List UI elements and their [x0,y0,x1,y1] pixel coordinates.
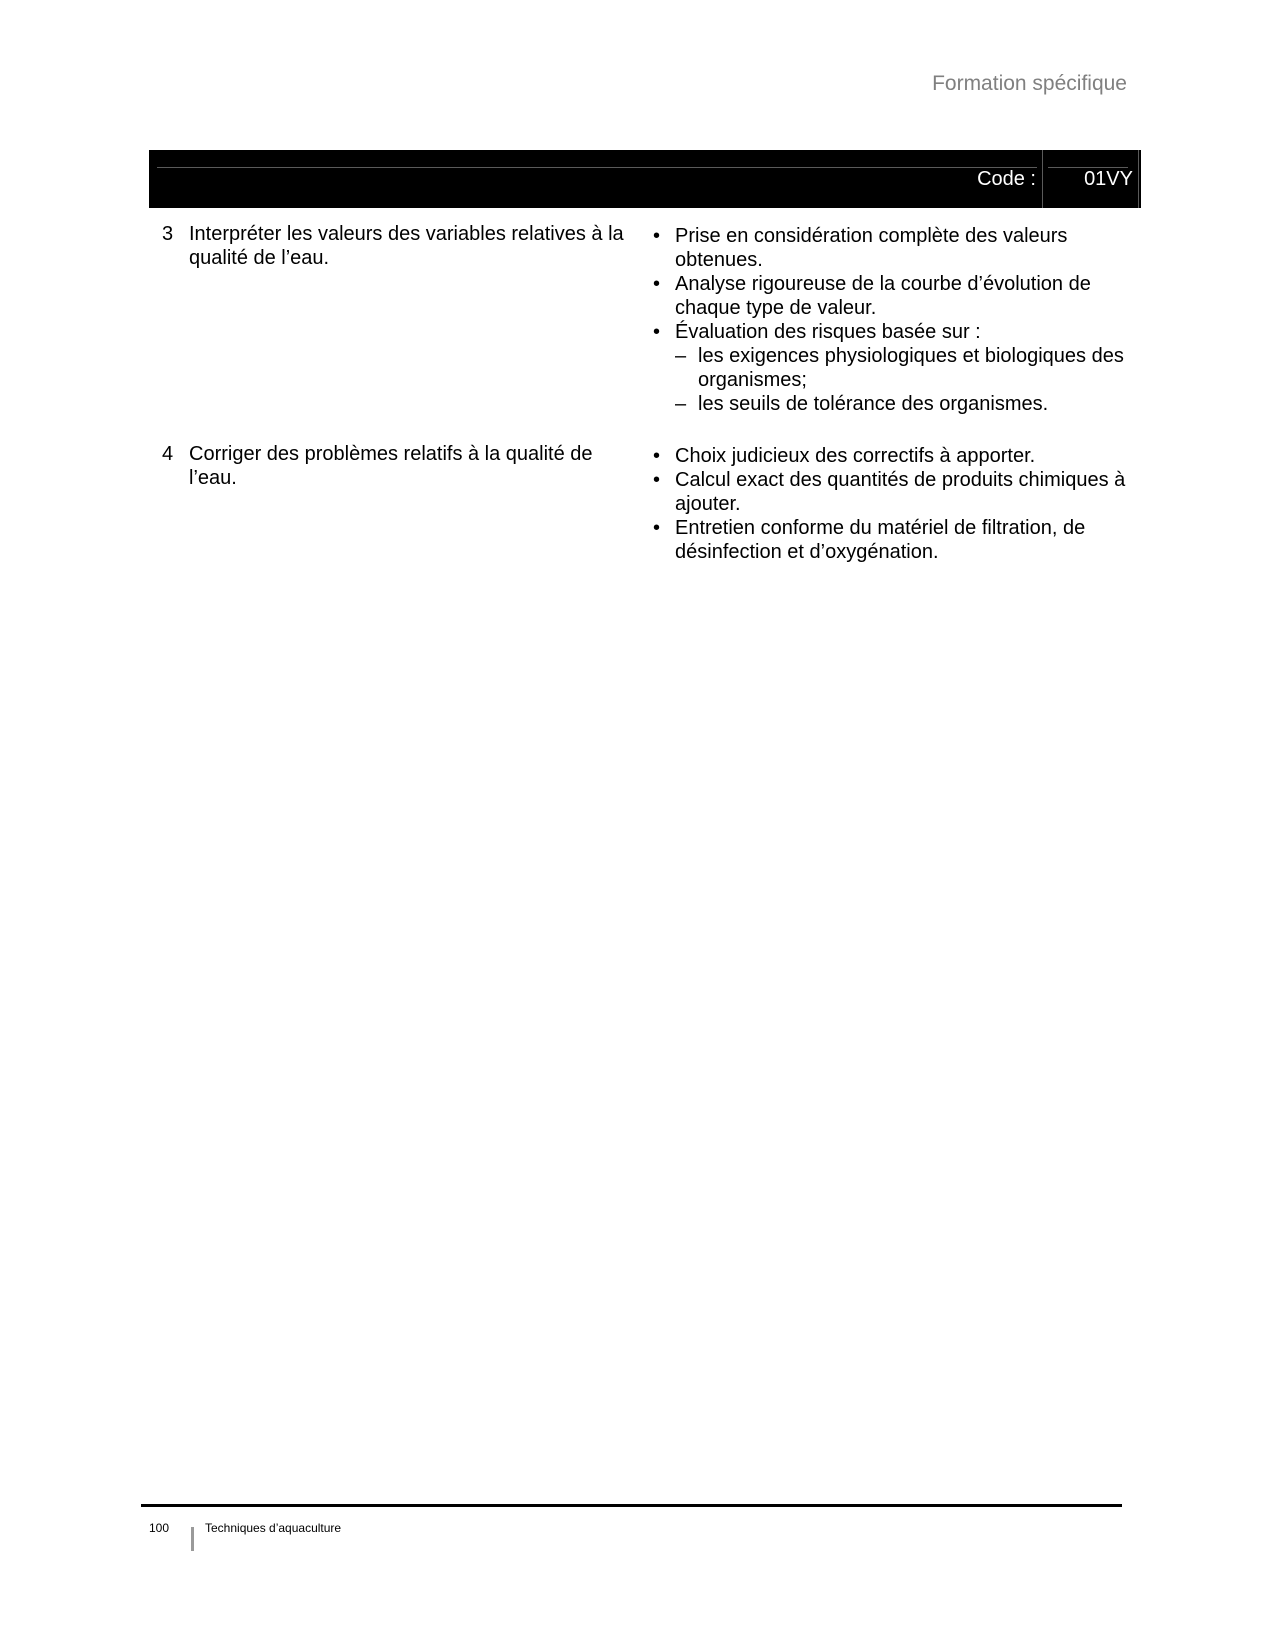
page-number: 100 [149,1521,170,1535]
bullet-icon: • [653,273,661,295]
footer-rule [141,1504,1122,1507]
code-value: 01VY [1084,168,1133,190]
bullet-icon: • [653,445,661,467]
bullet-icon: • [653,517,661,539]
footer-bar [191,1527,194,1551]
subcriterion-text: les seuils de tolérance des organismes. [698,393,1049,415]
code-bar-separator [1138,150,1139,208]
criterion-text: Choix judicieux des correctifs à apporter. [675,445,1036,467]
subcriterion-text: les exigences physiologiques et biologiques des organismes; [698,345,1124,391]
bullet-icon: • [653,225,661,247]
bullet-icon: • [653,469,661,491]
code-bar [149,150,1141,208]
subcriterion-item [675,344,1133,392]
dash-icon: – [675,345,687,367]
criterion-item [653,320,1133,416]
element-text: Corriger des problèmes relatifs à la qualité de l’eau. [189,443,593,489]
criterion-text: Calcul exact des quantités de produits chimiques à ajouter. [675,469,1126,515]
subcriterion-item [675,392,1133,416]
bullet-icon: • [653,321,661,343]
criterion-item [653,468,1133,516]
element-number: 3 [162,223,174,245]
dash-icon: – [675,393,687,415]
criterion-text: Évaluation des risques basée sur : [675,321,981,343]
criterion-item [653,444,1133,468]
code-bar-separator [1042,150,1043,208]
criterion-text: Entretien conforme du matériel de filtration, de désinfection et d’oxygénation. [675,517,1086,563]
criterion-text: Analyse rigoureuse de la courbe d’évolution de chaque type de valeur. [675,273,1091,319]
criteria-list [653,224,1133,416]
running-header: Formation spécifique [932,72,1127,95]
criterion-text: Prise en considération complète des valeurs obtenues. [675,225,1068,271]
footer-title: Techniques d’aquaculture [205,1521,342,1535]
element-number: 4 [162,443,174,465]
criteria-list [653,444,1133,564]
subcriteria-list [675,344,1133,416]
element-text: Interpréter les valeurs des variables relatives à la qualité de l’eau. [189,223,624,269]
criterion-item [653,516,1133,564]
code-label: Code : [977,168,1036,190]
criterion-item [653,224,1133,272]
code-bar-rule [157,167,1037,168]
criterion-item [653,272,1133,320]
